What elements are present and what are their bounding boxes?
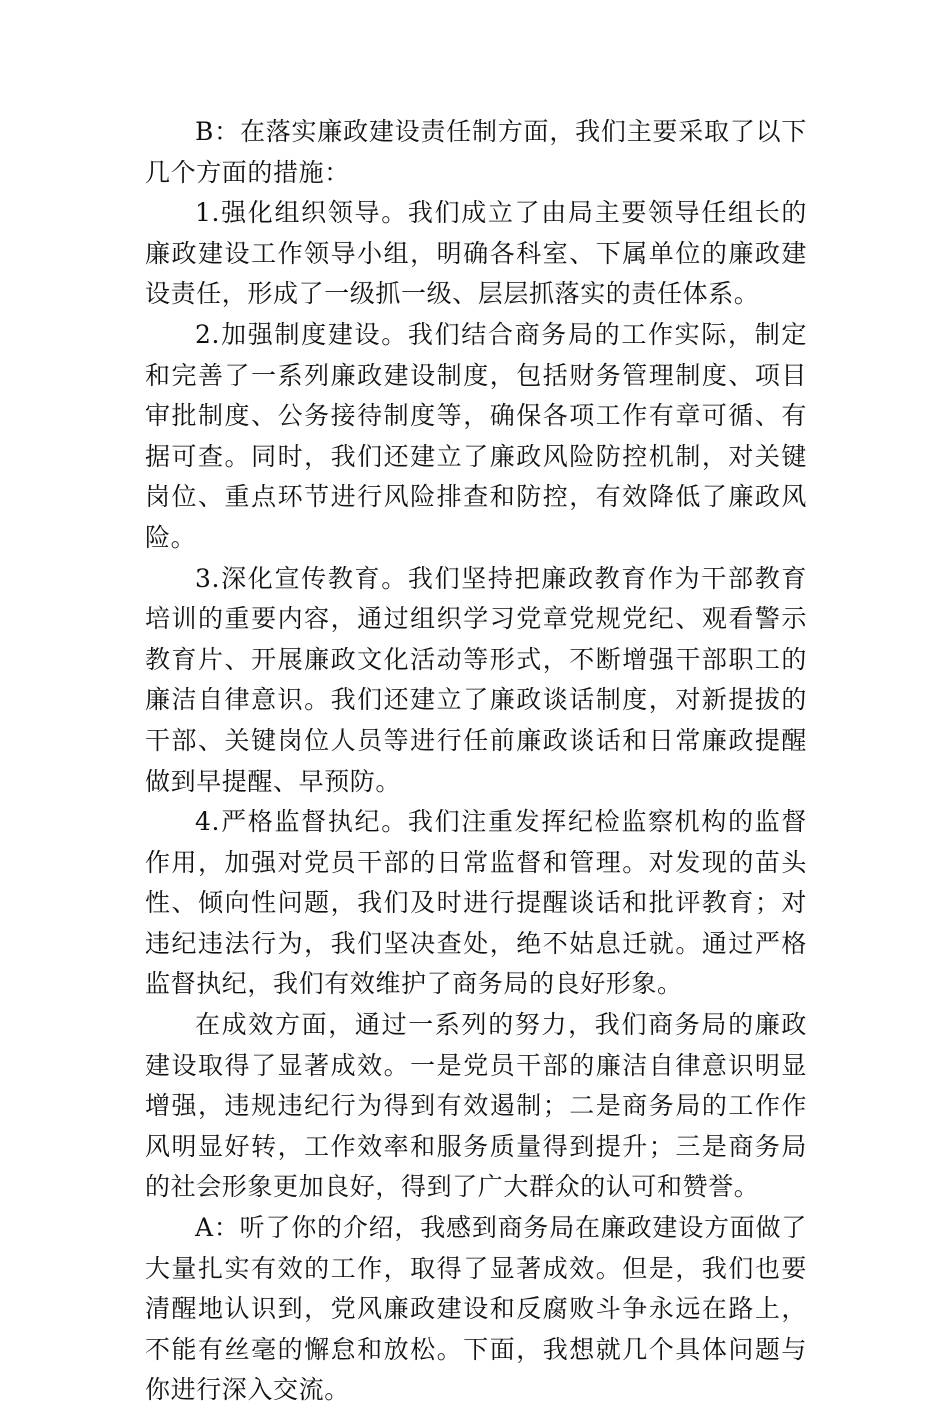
paragraph-publicity-education: 3.深化宣传教育。我们坚持把廉政教育作为干部教育培训的重要内容，通过组织学习党章党规党纪、观看警示教育片、开展廉政文化活动等形式，不断增强干部职工的廉洁自律意识。我们还建立了廉政谈话制度，对新提拔的干部、关键岗位人员等进行任前廉政谈话和日常廉政提醒做到早提醒、早预防。 [145, 563, 807, 796]
document-body [145, 112, 807, 1411]
paragraph-system-building: 2.加强制度建设。我们结合商务局的工作实际，制定和完善了一系列廉政建设制度，包括财务管理制度、项目审批制度、公务接待制度等，确保各项工作有章可循、有据可查。同时，我们还建立了廉政风险防控机制，对关键岗位、重点环节进行风险排查和防控，有效降低了廉政风险。 [145, 319, 807, 552]
paragraph-supervision-discipline: 4.严格监督执纪。我们注重发挥纪检监察机构的监督作用，加强对党员干部的日常监督和管理。对发现的苗头性、倾向性问题，我们及时进行提醒谈话和批评教育；对违纪违法行为，我们坚决查处，绝不姑息迁就。通过严格监督执纪，我们有效维护了商务局的良好形象。 [145, 807, 807, 999]
paragraph-b-intro: B：在落实廉政建设责任制方面，我们主要采取了以下几个方面的措施： [145, 117, 807, 187]
paragraph-organization-leadership: 1.强化组织领导。我们成立了由局主要领导任组长的廉政建设工作领导小组，明确各科室、下属单位的廉政建设责任，形成了一级抓一级、层层抓落实的责任体系。 [145, 198, 807, 309]
paragraph-a-response: A：听了你的介绍，我感到商务局在廉政建设方面做了大量扎实有效的工作，取得了显著成效。但是，我们也要清醒地认识到，党风廉政建设和反腐败斗争永远在路上，不能有丝毫的懈怠和放松。下面，我想就几个具体问题与你进行深入交流。 [145, 1213, 807, 1405]
paragraph-effectiveness: 在成效方面，通过一系列的努力，我们商务局的廉政建设取得了显著成效。一是党员干部的廉洁自律意识明显增强，违规违纪行为得到有效遏制；二是商务局的工作作风明显好转，工作效率和服务质量得到提升；三是商务局的社会形象更加良好，得到了广大群众的认可和赞誉。 [145, 1010, 807, 1202]
